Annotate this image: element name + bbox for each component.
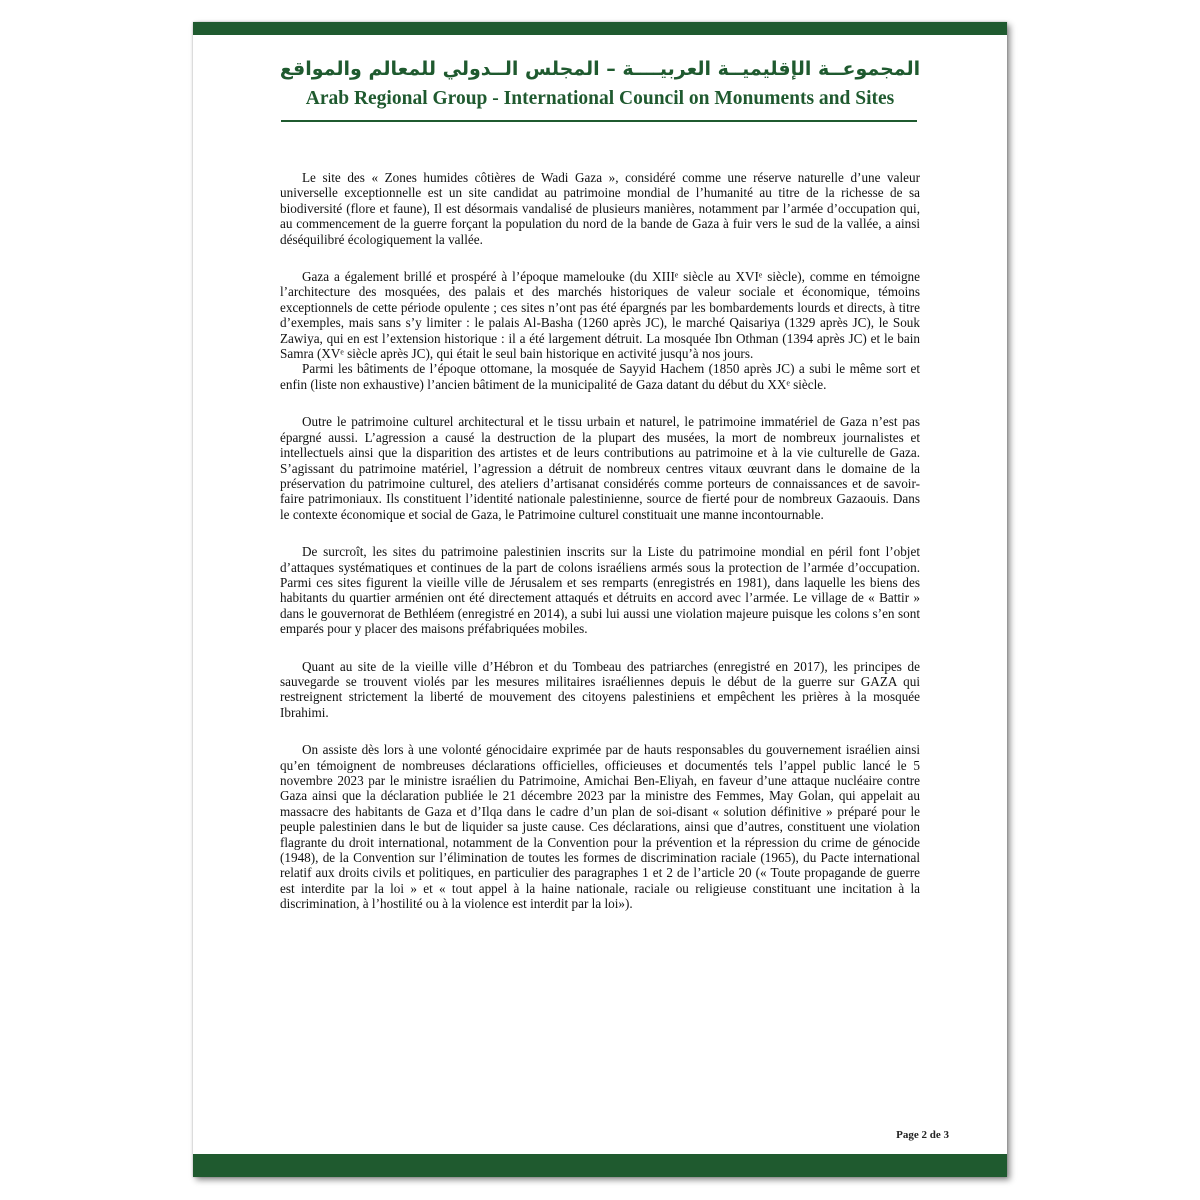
header-divider [281, 120, 917, 122]
document-body [280, 170, 920, 912]
english-title: Arab Regional Group - International Council on Monuments and Sites [305, 88, 895, 109]
footer-band [193, 1154, 1007, 1177]
paragraph: Parmi les bâtiments de l’époque ottomane, la mosquée de Sayyid Hachem (1850 après JC) a subi le même sort et enfin (liste non exhaustive) l’ancien bâtiment de la municipalité de Gaza datant du début du XXᵉ siècle. [280, 361, 920, 392]
paragraph: Le site des « Zones humides côtières de Wadi Gaza », considéré comme une réserve naturelle d’une valeur universelle exceptionnelle est un site candidat au patrimoine mondial de l’humanité au titre de la richesse de sa biodiversité (flore et faune), Il est désormais vandalisé de plusieurs manières, notamment par l’armée d’occupation qui, au commencement de la guerre forçant la population du nord de la bande de Gaza à fuir vers le sud de la vallée, a ainsi déséquilibré écologiquement la vallée. [280, 170, 920, 247]
arabic-title: المجموعــة الإقليميــة العربيــــة – المجلس الــدولي للمعالم والمواقع [279, 58, 921, 80]
page-number: Page 2 de 3 [896, 1129, 949, 1141]
paragraph: Outre le patrimoine culturel architectural et le tissu urbain et naturel, le patrimoine immatériel de Gaza n’est pas épargné aussi. L’agression a causé la destruction de la plupart des musées, la mort de nombreux journalistes et intellectuels ainsi que la disparition des artistes et de leurs contributions au patrimoine et à la vie culturelle de Gaza. S’agissant du patrimoine matériel, l’agression a détruit de nombreux centres vitaux œuvrant dans le domaine de la préservation du patrimoine culturel, des ateliers d’artisanat considérés comme porteurs de connaissances et de savoir-faire patrimoniaux. Ils constituent l’identité nationale palestinienne, source de fierté pour de nombreux Gazaouis. Dans le contexte économique et social de Gaza, le Patrimoine culturel constituait une manne incontournable. [280, 414, 920, 522]
document-page [193, 22, 1007, 1177]
paragraph: On assiste dès lors à une volonté génocidaire exprimée par de hauts responsables du gouvernement israélien ainsi qu’en témoignent de nombreuses déclarations officielles, officieuses et documentés tels l’appel public lancé le 5 novembre 2023 par le ministre israélien du Patrimoine, Amichai Ben-Eliyah, en faveur d’une attaque nucléaire contre Gaza ainsi que la déclaration publiée le 21 décembre 2023 par la ministre des Femmes, May Golan, qui appelait au massacre des habitants de Gaza et d’Ilqa dans le cadre d’un plan de soi-disant « solution définitive » préparé pour le peuple palestinien dans le but de liquider sa juste cause. Ces déclarations, ainsi que d’autres, constituent une violation flagrante du droit international, notamment de la Convention pour la prévention et la répression du crime de génocide (1948), de la Convention sur l’élimination de toutes les formes de discrimination raciale (1965), du Pacte international relatif aux droits civils et politiques, en particulier des paragraphes 1 et 2 de l’article 20 (« Toute propagande de guerre est interdite par la loi » et « tout appel à la haine nationale, raciale ou religieuse constituant une incitation à la discrimination, à l’hostilité ou à la violence est interdit par la loi»). [280, 742, 920, 912]
paragraph: De surcroît, les sites du patrimoine palestinien inscrits sur la Liste du patrimoine mondial en péril font l’objet d’attaques systématiques et continues de la part de colons israéliens armés sous la protection de l’armée d’occupation. Parmi ces sites figurent la vieille ville de Jérusalem et ses remparts (enregistrés en 1981), dans laquelle les biens des habitants du quartier arménien ont été directement attaqués et détruits en accord avec l’armée. Le village de « Battir » dans le gouvernorat de Bethléem (enregistré en 2014), a subi lui aussi une violation majeure puisque les colons s’en sont emparés pour y placer des maisons préfabriquées mobiles. [280, 544, 920, 637]
header-band [193, 22, 1007, 35]
paragraph: Gaza a également brillé et prospéré à l’époque mamelouke (du XIIIᵉ siècle au XVIᵉ siècle), comme en témoigne l’architecture des mosquées, des palais et des marchés historiques de valeur sociale et économique, témoins exceptionnels de cette période opulente ; ces sites n’ont pas été épargnés par les bombardements lourds et directs, à titre d’exemples, mais sans s’y limiter : le palais Al-Basha (1260 après JC), le marché Qaisariya (1329 après JC), le Souk Zawiya, qui en est l’extension historique : il a été largement détruit. La mosquée Ibn Othman (1394 après JC) et le bain Samra (XVᵉ siècle après JC), qui était le seul bain historique en activité jusqu’à nos jours. [280, 269, 920, 362]
paragraph: Quant au site de la vieille ville d’Hébron et du Tombeau des patriarches (enregistré en 2017), les principes de sauvegarde se trouvent violés par les mesures militaires israéliennes depuis le début de la guerre sur GAZA qui restreignent strictement la liberté de mouvement des citoyens palestiniens et empêchent les prières à la mosquée Ibrahimi. [280, 658, 920, 720]
